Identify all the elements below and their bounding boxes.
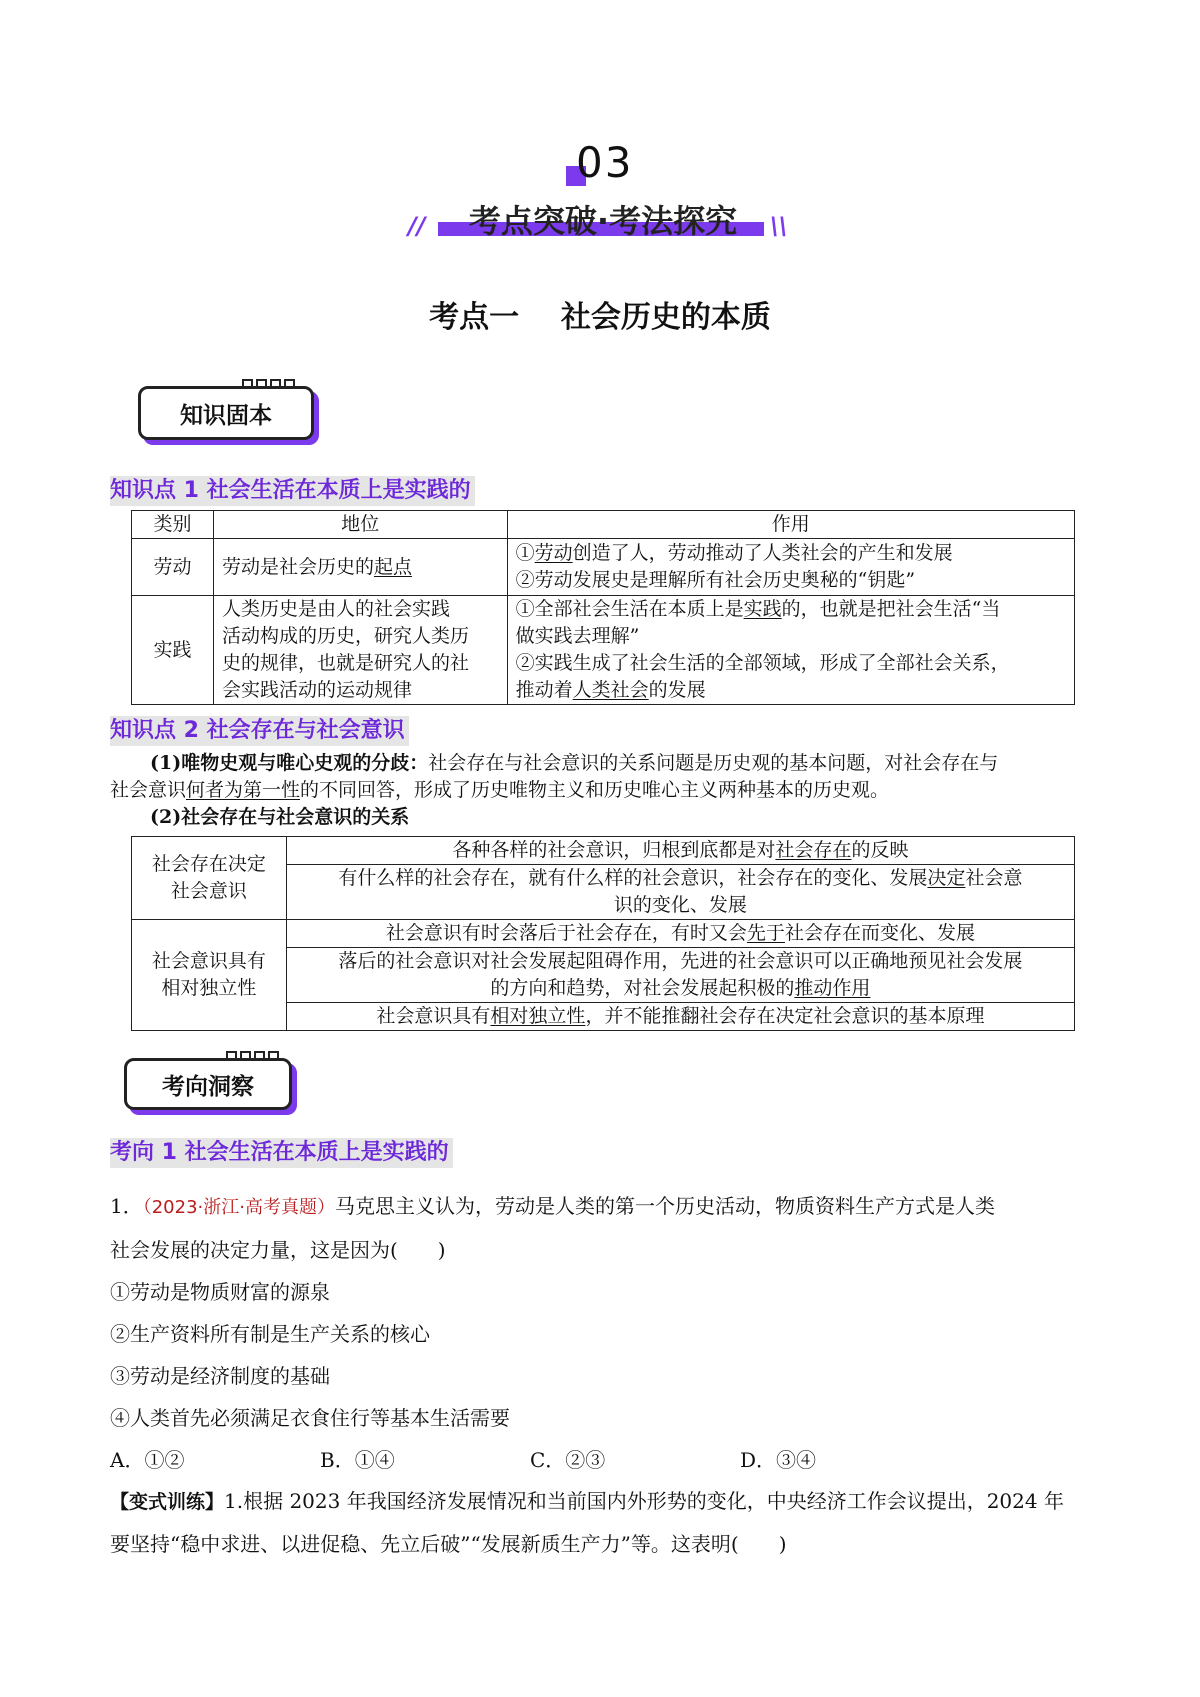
variant-text: 要坚持“稳中求进、以进促稳、先立后破”“发展新质生产力”等。这表明( ): [110, 1532, 787, 1556]
cell-text: 活动构成的历史，研究人类历: [221, 625, 469, 647]
cell-text: 社会意识: [170, 880, 247, 902]
table-cell: [286, 1003, 1074, 1031]
table-cell: [286, 837, 1074, 865]
table-cell: [507, 539, 1074, 596]
cell-text: 做实践去理解”: [515, 625, 640, 647]
cell-text: 的反映: [851, 839, 909, 861]
question-option: ④人类首先必须满足衣食住行等基本生活需要: [110, 1406, 510, 1430]
cell-text: 人类历史是由人的社会实践: [221, 598, 450, 620]
underlined-term: 推动作用: [794, 977, 871, 999]
kp2-paragraph-1: [110, 750, 1100, 831]
cell-text: 史的规律，也就是研究人的社: [221, 652, 469, 674]
underlined-term: 实践: [743, 598, 782, 620]
answer-choice-d[interactable]: D．③④: [740, 1448, 817, 1472]
badge-knowledge: 知识固本: [138, 386, 314, 440]
table-cell: [286, 920, 1074, 948]
question-stem: 马克思主义认为，劳动是人类的第一个历史活动，物质资料生产方式是人类: [335, 1194, 995, 1218]
cell-text: 社会存在决定: [151, 853, 266, 875]
cell-text: 社会意识有时会落后于社会存在，有时又会: [385, 922, 747, 944]
answer-choice-c[interactable]: C．②③: [530, 1448, 606, 1472]
direction1-heading: 考向 1 社会生活在本质上是实践的: [110, 1138, 453, 1168]
cell-text: 的发展: [648, 679, 706, 701]
question-number: 1．: [110, 1194, 143, 1218]
cell-text: 劳动是社会历史的: [221, 555, 374, 578]
variant-label: 【变式训练】: [110, 1491, 225, 1513]
para-text: 社会意识: [110, 779, 187, 801]
cell-text: 会实践活动的运动规律: [221, 679, 412, 701]
table-cell: [507, 596, 1074, 705]
para-bold-lead: (1)唯物史观与唯心史观的分歧：: [150, 752, 429, 774]
cell-text: 社会意: [965, 867, 1023, 889]
cell-text: ②实践生成了社会生活的全部领域，形成了全部社会关系，: [515, 652, 1010, 674]
table-cell: [286, 948, 1074, 1003]
cell-text: 识的变化、发展: [613, 894, 747, 916]
kp2-heading: 知识点 2 社会存在与社会意识: [110, 716, 409, 746]
table-row: [132, 920, 1075, 948]
underlined-term: 相对独立性: [490, 1005, 586, 1027]
para-text: 社会存在与社会意识的关系问题是历史观的基本问题，对社会存在与: [428, 752, 999, 774]
section-number: 03: [576, 138, 634, 187]
question-source: （2023·浙江·高考真题）: [142, 1197, 335, 1218]
table-row: [132, 837, 1075, 865]
question-option: ①劳动是物质财富的源泉: [110, 1280, 330, 1304]
section-title: 考点突破·考法探究: [468, 202, 738, 240]
slash-decoration-right: \\: [770, 212, 788, 240]
table-row: [132, 596, 1075, 705]
underlined-term: 起点: [373, 555, 412, 578]
cell-text: 的方向和趋势，对社会发展起积极的: [490, 977, 795, 999]
underlined-term: 决定: [927, 867, 966, 889]
header-cell: 地位: [213, 511, 507, 539]
answer-choice-b[interactable]: B．①④: [320, 1448, 395, 1472]
cell-text: 创造了人，劳动推动了人类社会的产生和发展: [572, 542, 953, 564]
cell-text: 落后的社会意识对社会发展起阻碍作用，先进的社会意识可以正确地预见社会发展: [338, 950, 1023, 972]
table-cell: 劳动: [132, 539, 214, 596]
cell-text: 推动着: [515, 679, 573, 701]
underlined-term: 社会存在: [775, 839, 852, 861]
kp1-table: [131, 510, 1075, 705]
cell-text: 各种各样的社会意识，归根到底都是对: [452, 839, 776, 861]
table-cell: [132, 837, 287, 920]
cell-text: 相对独立性: [161, 977, 257, 999]
underlined-term: 先于: [746, 922, 785, 944]
question-stem: 社会发展的决定力量，这是因为( ): [110, 1238, 446, 1262]
cell-text: ①: [515, 542, 535, 564]
header-cell: 类别: [132, 511, 214, 539]
table-cell: [213, 596, 507, 705]
badge-exam-direction: 考向洞察: [124, 1058, 292, 1110]
question-1: [110, 1185, 1100, 1481]
underlined-term: 劳动: [534, 542, 573, 564]
cell-text: 社会意识具有: [151, 950, 266, 972]
cell-text: ②劳动发展史是理解所有社会历史奥秘的“钥匙”: [515, 569, 916, 591]
header-cell: 作用: [507, 511, 1074, 539]
cell-text: 社会存在而变化、发展: [784, 922, 975, 944]
para-text: 的不同回答，形成了历史唯物主义和历史唯心主义两种基本的历史观。: [300, 779, 890, 801]
cell-text: 的，也就是把社会生活“当: [781, 598, 1001, 620]
cell-text: ，并不能推翻社会存在决定社会意识的基本原理: [585, 1005, 985, 1027]
underlined-term: 人类社会: [572, 679, 649, 701]
slash-decoration-left: //: [408, 212, 426, 240]
table-cell: [213, 539, 507, 596]
question-option: ②生产资料所有制是生产关系的核心: [110, 1322, 430, 1346]
para-bold-lead: (2)社会存在与社会意识的关系: [150, 806, 410, 828]
table-cell: 实践: [132, 596, 214, 705]
kp1-heading: 知识点 1 社会生活在本质上是实践的: [110, 476, 475, 506]
cell-text: 社会意识具有: [376, 1005, 491, 1027]
variant-training: [110, 1480, 1100, 1565]
table-cell: [286, 865, 1074, 920]
table-cell: [132, 920, 287, 1031]
cell-text: ①全部社会生活在本质上是: [515, 598, 744, 620]
table-row: [132, 511, 1075, 539]
kp2-table: [131, 836, 1075, 1031]
question-option: ③劳动是经济制度的基础: [110, 1364, 330, 1388]
underlined-term: 何者为第一性: [186, 779, 301, 801]
table-row: [132, 539, 1075, 596]
topic-title: 考点一 社会历史的本质: [429, 300, 771, 335]
answer-choice-a[interactable]: A．①②: [110, 1448, 185, 1472]
variant-text: 1.根据 2023 年我国经济发展情况和当前国内外形势的变化，中央经济工作会议提出，2024 年: [224, 1489, 1064, 1513]
cell-text: 有什么样的社会存在，就有什么样的社会意识，社会存在的变化、发展: [338, 867, 928, 889]
